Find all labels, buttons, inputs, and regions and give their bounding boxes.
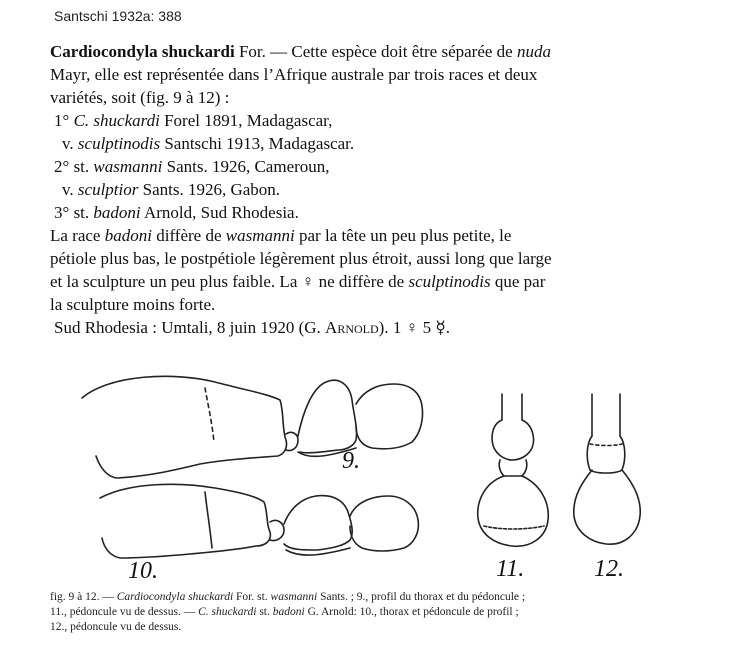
paragraph-2-line-1: La race badoni diffère de wasmanni par la tête un peu plus petite, le: [50, 226, 512, 245]
caption-line-2: 11., pédoncule vu de dessus. — C. shuckardi st. badoni G. Arnold: 10., thorax et pédoncule de profil ;: [50, 606, 519, 618]
paragraph-2-line-3: et la sculpture un peu plus faible. La ♀ ne diffère de sculptinodis que par: [50, 272, 546, 291]
paragraph-1-line-2: Mayr, elle est représentée dans l’Afrique australe par trois races et deux: [50, 65, 538, 84]
fig-9-label: 9.: [342, 448, 360, 474]
fig-11-label: 11.: [496, 556, 525, 582]
fig-12-label: 12.: [594, 556, 624, 582]
caption-line-1: fig. 9 à 12. — Cardiocondyla shuckardi For. st. wasmanni Sants. ; 9., profil du thorax et du pédoncule ;: [50, 591, 526, 603]
fig-10-label: 10.: [128, 558, 158, 584]
paragraph-2-line-4: la sculpture moins forte.: [50, 295, 216, 314]
list-item-3: 3° st. badoni Arnold, Sud Rhodesia.: [54, 203, 299, 222]
list-item-1-variety: v. sculptinodis Santschi 1913, Madagascar.: [62, 134, 355, 153]
list-item-2: 2° st. wasmanni Sants. 1926, Cameroun,: [54, 157, 330, 176]
article-text: [50, 40, 710, 339]
collector-name: Arnold: [325, 318, 379, 337]
fig-11-drawing: [478, 394, 549, 546]
species-title: Cardiocondyla shuckardi: [50, 42, 235, 61]
locality-line: Sud Rhodesia : Umtali, 8 juin 1920 (G. Arnold). 1 ♀ 5 ☿.: [54, 318, 451, 337]
caption-line-3: 12., pédoncule vu de dessus.: [50, 621, 182, 633]
figure-caption: [50, 590, 720, 635]
figure-plate: [0, 360, 740, 590]
paragraph-2-line-2: pétiole plus bas, le postpétiole légèrement plus étroit, aussi long que large: [50, 249, 552, 268]
paragraph-1-line-1: Cardiocondyla shuckardi For. — Cette espèce doit être séparée de nuda: [50, 42, 551, 61]
fig-10-drawing: [100, 484, 418, 558]
ant-drawings: [0, 360, 740, 590]
citation: Santschi 1932a: 388: [54, 8, 182, 24]
fig-9-drawing: [82, 376, 423, 478]
list-item-2-variety: v. sculptior Sants. 1926, Gabon.: [62, 180, 281, 199]
fig-12-drawing: [574, 394, 640, 544]
paragraph-1-line-3: variétés, soit (fig. 9 à 12) :: [50, 88, 230, 107]
list-item-1: 1° C. shuckardi Forel 1891, Madagascar,: [54, 111, 333, 130]
